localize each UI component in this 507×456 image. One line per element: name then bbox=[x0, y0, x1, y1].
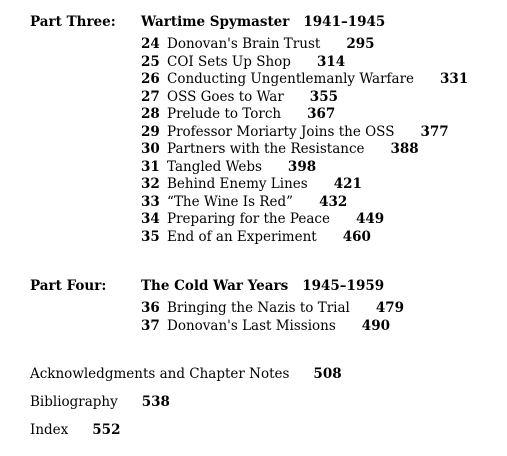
chapter-number: 37 bbox=[141, 317, 160, 334]
part-three-title bbox=[141, 14, 385, 30]
part-three-title-text: Wartime Spymaster bbox=[141, 14, 290, 30]
chapter-number: 35 bbox=[141, 228, 160, 245]
page-number: 538 bbox=[141, 394, 170, 410]
back-matter-title: Acknowledgments and Chapter Notes bbox=[30, 366, 290, 382]
toc-entry bbox=[141, 140, 419, 158]
page-number: 398 bbox=[287, 158, 317, 175]
chapter-title: Behind Enemy Lines bbox=[167, 176, 308, 192]
chapter-title: COI Sets Up Shop bbox=[167, 53, 291, 70]
toc-entry bbox=[141, 158, 316, 176]
chapter-title: Conducting Ungentlemanly Warfare bbox=[167, 71, 415, 87]
page-number: 295 bbox=[346, 36, 375, 52]
page-number: 377 bbox=[420, 123, 449, 140]
chapter-title: End of an Experiment bbox=[167, 228, 317, 245]
page-number: 388 bbox=[390, 141, 419, 157]
chapter-title: Prelude to Torch bbox=[167, 106, 282, 122]
page-number: 490 bbox=[361, 317, 390, 334]
toc-entry bbox=[141, 299, 404, 317]
page-number: 552 bbox=[92, 422, 121, 438]
back-matter-entry bbox=[30, 394, 170, 410]
chapter-number: 25 bbox=[141, 53, 160, 70]
back-matter-entry bbox=[30, 422, 120, 438]
toc-entry bbox=[141, 70, 468, 88]
chapter-title: Preparing for the Peace bbox=[167, 211, 330, 227]
chapter-number: 33 bbox=[141, 193, 160, 210]
chapter-title: Professor Moriarty Joins the OSS bbox=[167, 123, 395, 140]
chapter-number: 24 bbox=[141, 36, 160, 52]
part-four-label: Part Four: bbox=[30, 278, 107, 294]
page-number: 432 bbox=[319, 193, 348, 210]
chapter-number: 36 bbox=[141, 300, 160, 316]
part-three-label: Part Three: bbox=[30, 14, 116, 30]
part-four-title-text: The Cold War Years bbox=[141, 278, 289, 294]
toc-entry bbox=[141, 88, 338, 106]
chapter-title: Donovan's Brain Trust bbox=[167, 36, 321, 52]
page-number: 449 bbox=[355, 211, 385, 227]
part-four-years: 1945–1959 bbox=[302, 278, 385, 294]
chapter-number: 29 bbox=[141, 123, 160, 140]
chapter-title: Bringing the Nazis to Trial bbox=[167, 300, 350, 316]
chapter-number: 30 bbox=[141, 141, 160, 157]
chapter-number: 34 bbox=[141, 211, 160, 227]
page-number: 479 bbox=[375, 300, 405, 316]
toc-entry bbox=[141, 35, 375, 53]
chapter-number: 28 bbox=[141, 106, 160, 122]
chapter-number: 26 bbox=[141, 71, 160, 87]
chapter-number: 32 bbox=[141, 176, 160, 192]
page-number: 331 bbox=[440, 71, 469, 87]
page-number: 367 bbox=[307, 106, 336, 122]
chapter-title: Donovan's Last Missions bbox=[167, 317, 336, 334]
chapter-title: “The Wine Is Red” bbox=[167, 193, 294, 210]
toc-entry bbox=[141, 317, 390, 335]
chapter-title: Partners with the Resistance bbox=[167, 141, 365, 157]
toc-entry bbox=[141, 228, 371, 246]
chapter-title: OSS Goes to War bbox=[167, 88, 284, 105]
back-matter-title: Bibliography bbox=[30, 394, 118, 410]
part-four-title bbox=[141, 278, 384, 294]
toc-entry bbox=[141, 175, 362, 193]
page-number: 460 bbox=[342, 228, 371, 245]
page-number: 314 bbox=[316, 53, 346, 70]
page-number: 508 bbox=[313, 366, 342, 382]
toc-entry bbox=[141, 105, 335, 123]
chapter-title: Tangled Webs bbox=[167, 158, 262, 175]
toc-entry bbox=[141, 123, 449, 141]
part-three-years: 1941–1945 bbox=[303, 14, 386, 30]
toc-entry bbox=[141, 210, 384, 228]
toc-entry bbox=[141, 53, 345, 71]
chapter-number: 27 bbox=[141, 88, 160, 105]
chapter-number: 31 bbox=[141, 158, 160, 175]
toc-entry bbox=[141, 193, 347, 211]
page-number: 355 bbox=[309, 88, 338, 105]
back-matter-title: Index bbox=[30, 422, 69, 438]
back-matter-entry bbox=[30, 366, 342, 382]
page-number: 421 bbox=[333, 176, 362, 192]
